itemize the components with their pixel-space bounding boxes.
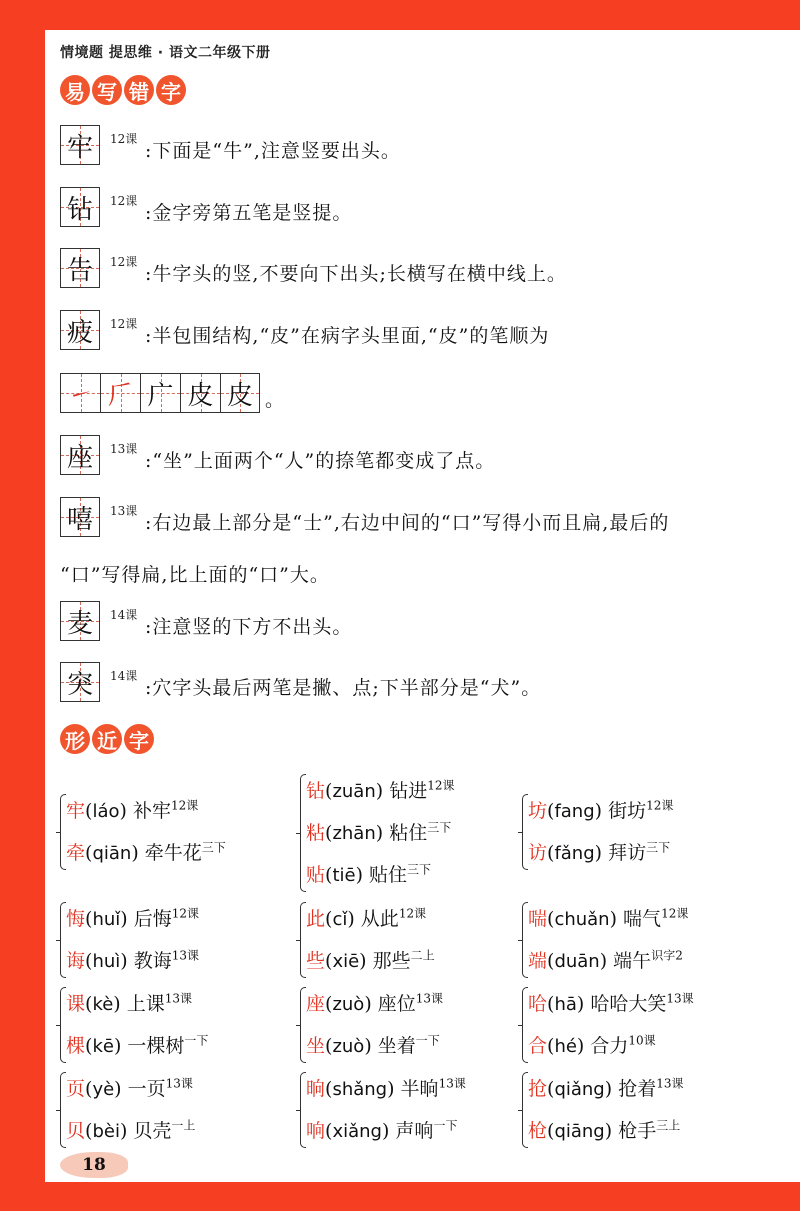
lesson-ref: 12课 [110,194,138,208]
similar-group [300,770,530,896]
entry-char: 访 [528,842,548,864]
stroke: 皮 [226,380,253,411]
entry-char: 座 [306,993,326,1015]
similar-entry: 诲(huì) 教诲$^{13课}$ [66,948,200,972]
similar-group [522,1068,752,1152]
stroke-box [100,373,140,413]
char: 牢 [66,132,93,163]
similar-entry: 抢(qiǎng) 抢着$^{13课}$ [528,1076,684,1100]
entry-lesson: 二上 [410,948,435,963]
similar-entry: 坐(zuò) 坐着$^{一下}$ [306,1033,440,1057]
similar-group [300,983,530,1067]
title-badge: 易 [60,75,90,105]
entry-pinyin: kē [92,1036,114,1057]
similar-entry: 牵(qiān) 牵牛花$^{三下}$ [66,840,226,864]
entry-lesson: 识字2 [651,948,683,963]
lesson-ref: 14课 [110,608,138,622]
entry-word: 钻进 [389,780,428,802]
entry-pinyin: qiān [92,843,132,864]
stroke-end: 。 [265,389,286,411]
entry-pinyin: cǐ [332,909,348,930]
entry-lesson: 13课 [415,991,444,1006]
entry-word: 拜访 [608,842,647,864]
entry-char: 些 [306,950,326,972]
stroke-box [60,373,100,413]
similar-entry: 贴(tiē) 贴住$^{三下}$ [306,862,432,886]
entry-char: 课 [66,993,86,1015]
similar-entry: 哈(hā) 哈哈大笑$^{13课}$ [528,991,694,1015]
char-note: :注意竖的下方不出头。 [145,616,353,638]
entry-lesson: 12课 [646,798,674,813]
char: 嘻 [66,504,93,535]
entry-word: 从此 [360,908,399,930]
entry-pinyin: hā [554,994,577,1015]
similar-entry: 贝(bèi) 贝壳$^{一上}$ [66,1118,196,1142]
entry-pinyin: láo [92,801,120,822]
entry-lesson: 13课 [165,1076,193,1091]
entry-pinyin: fǎng [554,843,595,864]
char-box [60,248,100,288]
title-badge: 形 [60,724,90,754]
entry-word: 枪手 [618,1120,657,1142]
lesson-ref: 12课 [110,132,138,146]
stroke-order [60,373,260,413]
entry-word: 端午 [613,950,652,972]
similar-entry: 晌(shǎng) 半晌$^{13课}$ [306,1076,466,1100]
entry-pinyin: duān [554,951,600,972]
entry-lesson: 三上 [656,1118,681,1133]
char-note: :金字旁第五笔是竖提。 [145,202,353,224]
entry-pinyin: zhān [332,823,376,844]
entry-word: 抢着 [618,1078,657,1100]
entry-pinyin: xiē [332,951,360,972]
entry-pinyin: zuān [332,781,376,802]
entry-char: 棵 [66,1035,86,1057]
title-badge: 字 [156,75,186,105]
similar-entry: 此(cǐ) 从此$^{12课}$ [306,906,427,930]
char-box [60,497,100,537]
entry-lesson: 三下 [646,840,671,855]
stroke-box [220,373,260,413]
entry-char: 枪 [528,1120,548,1142]
entry-lesson: 13课 [656,1076,684,1091]
entry-char: 此 [306,908,326,930]
entry-word: 补牢 [132,800,171,822]
entry-char: 诲 [66,950,86,972]
similar-entry: 端(duān) 端午$^{识字2}$ [528,948,683,972]
entry-pinyin: chuǎn [554,909,610,930]
entry-word: 贝壳 [133,1120,172,1142]
entry-word: 半晌 [400,1078,439,1100]
char-note: :下面是“牛”,注意竖要出头。 [145,140,401,162]
stroke: 广 [147,380,174,411]
section-title-similar-chars [60,724,154,754]
entry-pinyin: huì [92,951,121,972]
char: 麦 [66,608,93,639]
similar-entry: 牢(láo) 补牢$^{12课}$ [66,798,199,822]
entry-char: 贝 [66,1120,86,1142]
similar-entry: 喘(chuǎn) 喘气$^{12课}$ [528,906,689,930]
entry-pinyin: zuò [332,1036,365,1057]
entry-pinyin: hé [554,1036,577,1057]
similar-entry: 访(fǎng) 拜访$^{三下}$ [528,840,671,864]
stroke: ㇀ [67,380,94,411]
entry-char: 抢 [528,1078,548,1100]
char-box [60,662,100,702]
similar-group [522,790,752,874]
title-badge: 字 [124,724,154,754]
similar-entry: 课(kè) 上课$^{13课}$ [66,991,193,1015]
title-badge: 近 [92,724,122,754]
similar-entry: 钻(zuān) 钻进$^{12课}$ [306,778,455,802]
similar-group [300,898,530,982]
char-box [60,310,100,350]
stroke: 皮 [187,380,214,411]
entry-char: 钻 [306,780,326,802]
entry-word: 上课 [126,993,165,1015]
entry-lesson: 一上 [171,1118,196,1133]
similar-entry: 合(hé) 合力$^{10课}$ [528,1033,656,1057]
entry-word: 座位 [377,993,416,1015]
entry-lesson: 12课 [398,906,427,921]
char-box [60,435,100,475]
entry-word: 街坊 [608,800,647,822]
lesson-ref: 14课 [110,669,138,683]
lesson-ref: 13课 [110,504,138,518]
entry-char: 牵 [66,842,86,864]
entry-word: 那些 [372,950,411,972]
entry-word: 合力 [590,1035,629,1057]
entry-lesson: 一下 [433,1118,458,1133]
char: 座 [66,442,93,473]
similar-entry: 悔(huǐ) 后悔$^{12课}$ [66,906,200,930]
entry-lesson: 13课 [438,1076,466,1091]
page-number: 18 [60,1152,128,1178]
title-badge: 错 [124,75,154,105]
entry-word: 教诲 [133,950,172,972]
similar-entry: 些(xiē) 那些$^{二上}$ [306,948,435,972]
char-note: :穴字头最后两笔是撇、点;下半部分是“犬”。 [145,677,542,699]
char: 告 [66,255,93,286]
similar-group [522,898,752,982]
char-note: :右边最上部分是“士”,右边中间的“口”写得小而且扁,最后的 [145,512,670,534]
entry-char: 晌 [306,1078,326,1100]
entry-char: 贴 [306,864,326,886]
entry-pinyin: zuò [332,994,365,1015]
similar-group [300,1068,530,1152]
entry-char: 喘 [528,908,548,930]
stroke-box [140,373,180,413]
lesson-ref: 12课 [110,317,138,331]
entry-lesson: 三下 [407,862,432,877]
entry-lesson: 10课 [628,1033,656,1048]
entry-pinyin: yè [92,1079,115,1100]
char-box [60,601,100,641]
entry-lesson: 三下 [427,820,452,835]
entry-pinyin: qiāng [554,1121,605,1142]
entry-char: 页 [66,1078,86,1100]
entry-word: 贴住 [369,864,408,886]
entry-word: 一棵树 [127,1035,185,1057]
entry-char: 坊 [528,800,548,822]
stroke-box [180,373,220,413]
entry-word: 喘气 [623,908,662,930]
similar-entry: 响(xiǎng) 声响$^{一下}$ [306,1118,458,1142]
char-box [60,125,100,165]
entry-char: 牢 [66,800,86,822]
char-box [60,187,100,227]
entry-lesson: 12课 [427,778,455,793]
entry-lesson: 13课 [171,948,200,963]
similar-entry: 座(zuò) 座位$^{13课}$ [306,991,444,1015]
lesson-ref: 13课 [110,442,138,456]
char: 疲 [66,317,93,348]
entry-char: 哈 [528,993,548,1015]
entry-word: 坐着 [377,1035,416,1057]
entry-lesson: 一下 [415,1033,440,1048]
entry-pinyin: bèi [92,1121,120,1142]
entry-lesson: 13课 [164,991,193,1006]
entry-pinyin: kè [92,994,114,1015]
entry-lesson: 三下 [201,840,226,855]
entry-lesson: 12课 [661,906,689,921]
entry-pinyin: shǎng [332,1079,388,1100]
entry-pinyin: tiē [332,865,356,886]
char-note-continued: “口”写得扁,比上面的“口”大。 [60,564,330,586]
char-note: :“坐”上面两个“人”的捺笔都变成了点。 [145,450,496,472]
similar-entry: 坊(fang) 街坊$^{12课}$ [528,798,674,822]
entry-pinyin: fang [554,801,595,822]
entry-word: 哈哈大笑 [590,993,667,1015]
entry-char: 悔 [66,908,86,930]
entry-word: 后悔 [133,908,172,930]
similar-group [60,983,290,1067]
similar-entry: 粘(zhān) 粘住$^{三下}$ [306,820,452,844]
stroke: 𠂆 [107,380,134,411]
similar-entry: 页(yè) 一页$^{13课}$ [66,1076,193,1100]
similar-group [60,790,290,874]
entry-word: 粘住 [389,822,428,844]
char: 钻 [66,194,93,225]
char-note: :牛字头的竖,不要向下出头;长横写在横中线上。 [145,263,567,285]
book-header: 情境题 提思维 · 语文二年级下册 [60,45,271,61]
similar-entry: 枪(qiāng) 枪手$^{三上}$ [528,1118,681,1142]
entry-char: 坐 [306,1035,326,1057]
lesson-ref: 12课 [110,255,138,269]
entry-word: 声响 [395,1120,434,1142]
entry-lesson: 12课 [171,906,200,921]
entry-lesson: 12课 [170,798,199,813]
section-title-easy-mistakes [60,75,186,105]
entry-char: 合 [528,1035,548,1057]
entry-word: 一页 [127,1078,166,1100]
entry-lesson: 一下 [184,1033,209,1048]
title-badge: 写 [92,75,122,105]
entry-pinyin: huǐ [92,909,121,930]
char-note: :半包围结构,“皮”在病字头里面,“皮”的笔顺为 [145,325,550,347]
similar-group [60,1068,290,1152]
entry-char: 响 [306,1120,326,1142]
entry-word: 牵牛花 [144,842,202,864]
entry-char: 端 [528,950,548,972]
similar-group [60,898,290,982]
entry-pinyin: xiǎng [332,1121,382,1142]
similar-group [522,983,752,1067]
entry-char: 粘 [306,822,326,844]
char: 突 [66,669,93,700]
entry-pinyin: qiǎng [554,1079,605,1100]
entry-lesson: 13课 [666,991,694,1006]
similar-entry: 棵(kē) 一棵树$^{一下}$ [66,1033,209,1057]
